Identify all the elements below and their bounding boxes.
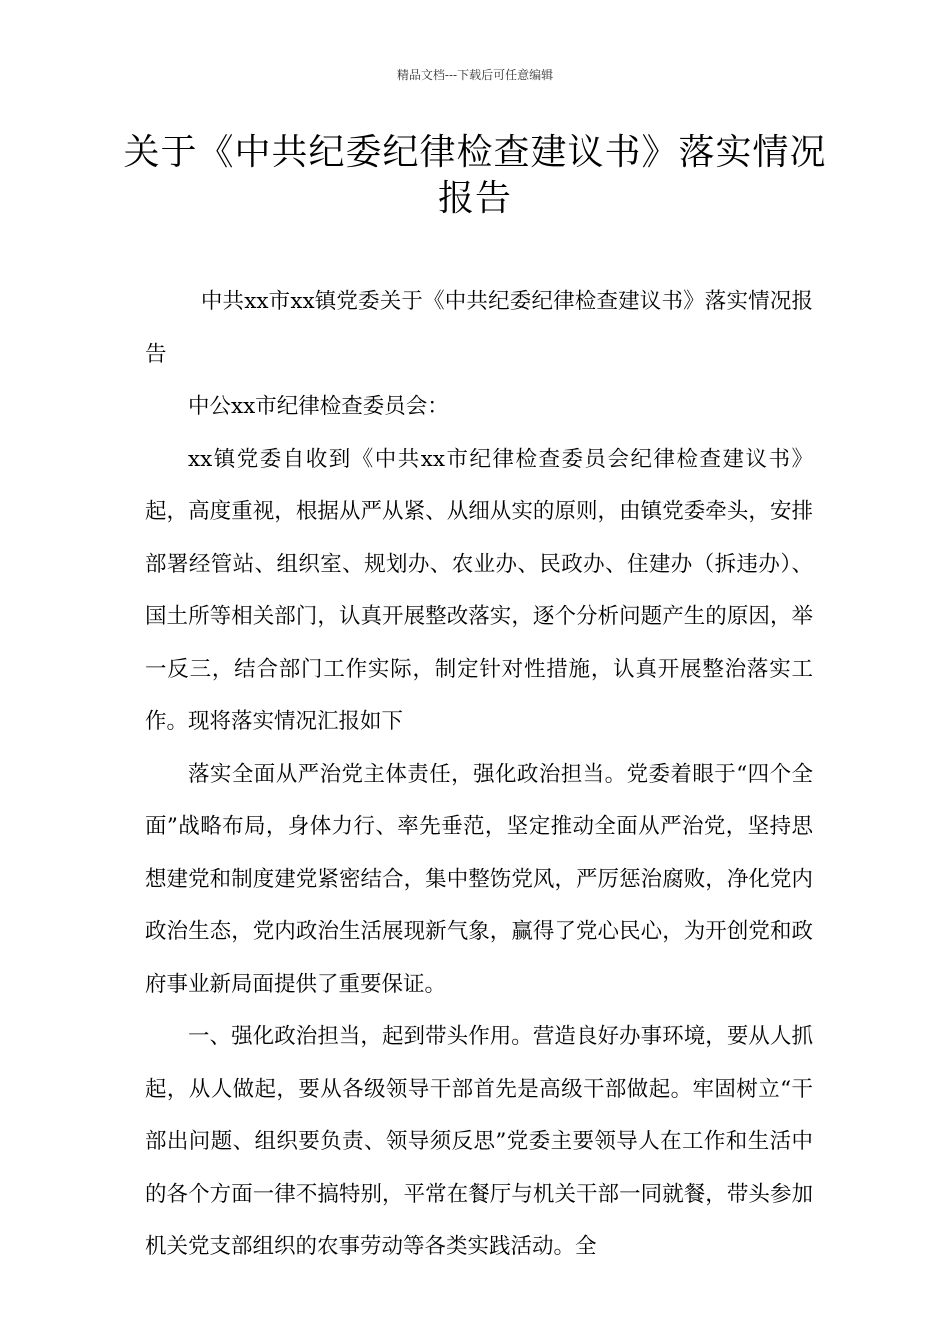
paragraph-salutation: 中公xx市纪律检查委员会：	[188, 394, 449, 419]
paragraph-responsibility: 落实全面从严治党主体责任，强化政治担当。党委着眼于“四个全面”战略布局，身体力行、率先垂范，坚定推动全面从严治党，坚持思想建党和制度建党紧密结合，集中整饬党风，严厉惩治腐败，净化党内政治生态，党内政治生活展现新气象，赢得了党心民心，为开创党和政府事业新局面提供了重要保证。	[145, 761, 813, 997]
paragraph-intro: xx镇党委自收到《中共xx市纪律检查委员会纪律检查建议书》起，高度重视，根据从严从紧、从细从实的原则，由镇党委牵头，安排部署经管站、组织室、规划办、农业办、民政办、住建办（拆违办）、国土所等相关部门，认真开展整改落实，逐个分析问题产生的原因，举一反三，结合部门工作实际，制定针对性措施，认真开展整治落实工作。现将落实情况汇报如下	[145, 446, 813, 734]
document-body	[145, 276, 813, 1274]
header-note: 精品文档---下载后可任意编辑	[396, 68, 554, 82]
paragraph-subtitle: 中共xx市xx镇党委关于《中共纪委纪律检查建议书》落实情况报告	[145, 289, 813, 367]
paragraph-section-one: 一、强化政治担当，起到带头作用。营造良好办事环境，要从人抓起，从人做起，要从各级领导干部首先是高级干部做起。牢固树立“干部出问题、组织要负责、领导须反思”党委主要领导人在工作和生活中的各个方面一律不搞特别，平常在餐厅与机关干部一同就餐，带头参加机关党支部组织的农事劳动等各类实践活动。全	[145, 1024, 813, 1259]
document-title: 关于《中共纪委纪律检查建议书》落实情况报告	[123, 132, 827, 219]
